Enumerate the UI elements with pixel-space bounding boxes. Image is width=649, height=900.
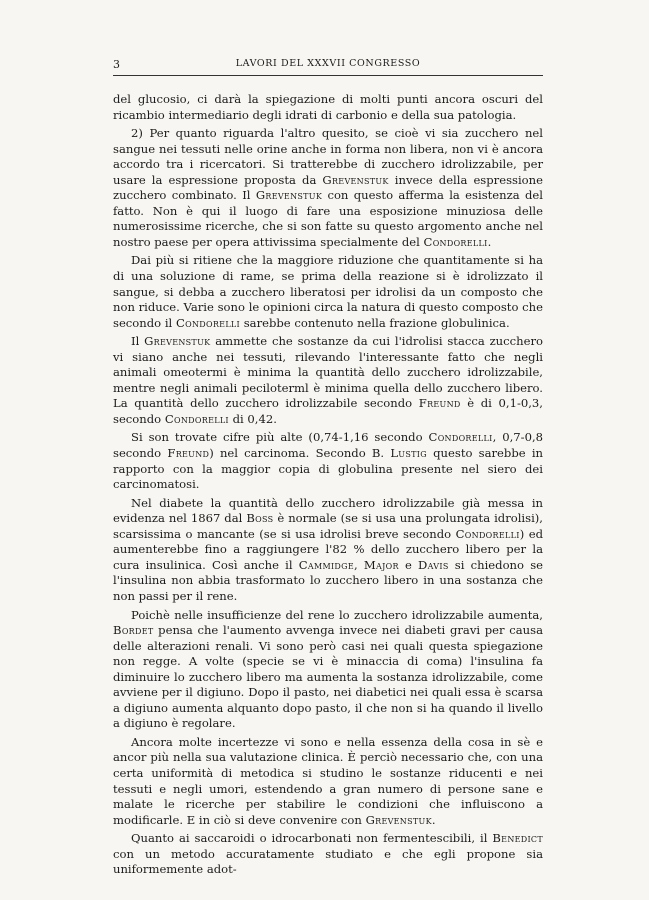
text-run: di 0,42. [228, 411, 277, 426]
text-run: pensa che l'aumento avvenga invece nei diabeti gravi per causa delle alterazioni renali. Vi sono però casi nei quali questa spiegazione non regge. A volte (specie se vi è minaccia di coma) l'insulina fa diminuire lo zucchero libero ma aumenta la sostanza idrolizzabile, come avviene per il digiuno. Dopo il pasto, nei diabetici nei quali essa è scarsa a digiuno aumenta alquanto dopo pasto, il che non si ha quando il livello a digiuno è regolare. [113, 623, 543, 731]
running-head: LAVORI DEL XXXVII CONGRESSO [235, 58, 421, 69]
author-name: Freund [167, 446, 210, 461]
author-name: Condorelli [428, 430, 493, 445]
author-name: Davis [418, 557, 449, 572]
author-name: Grevenstuk [322, 172, 389, 187]
body-text [113, 92, 543, 881]
text-run: Ancora molte incertezze vi sono e nella essenza della cosa in sè e ancor più nella sua valutazione clinica. È perciò necessario che, con una certa uniformità di metodica si studino le sostanze riducenti e nei tessuti e negli umori, estendendo a gran numero di persone sane e malate le ricerche per stabilire le condizioni che influiscono a modificarle. E in ciò si deve convenire con [113, 734, 543, 827]
text-run: si chiedono se l'insulina non abbia trasformato lo zucchero libero in una sostanza che non passi per il rene. [113, 557, 543, 603]
author-name: Freund [418, 396, 461, 411]
text-run: è normale (se si usa una prolungata idrolisi), scarsissima o mancante (se si usa idrolisi breve secondo [113, 511, 543, 541]
paragraph [113, 126, 543, 250]
text-run: con questo afferma la esistenza del fatto. Non è qui il luogo di fare una esposizione minuziosa delle numerosissime ricerche, che si son fatte su questo argomento anche nel nostro paese per opera attivissima specialmente del [113, 188, 543, 249]
text-run: ammette che sostanze da cui l'idrolisi stacca zucchero vi siano anche nei tessuti, rilevando l'interessante fatto che negli animali omeotermi è minima la quantità dello zucchero idrolizzabile, mentre negli animali peciloterml è minima quella dello zucchero libero. La quantità dello zucchero idrolizzabile secondo [113, 334, 543, 411]
paragraph [113, 253, 543, 331]
text-run: , [353, 557, 364, 572]
paragraph [113, 430, 543, 492]
text-run: con un metodo accuratamente studiato e che egli propone sia uniformemente adot- [113, 846, 543, 877]
text-run: , 0,7-0,8 secondo [113, 430, 544, 461]
author-name: Condorelli [423, 234, 488, 249]
text-run: ) ed aumenterebbe fino a raggiungere l'82 % dello zucchero libero per la cura insulinica. Così anche il [113, 526, 543, 572]
author-name: Grevenstuk [255, 188, 323, 203]
author-name: Boss [246, 511, 274, 526]
paragraph [113, 735, 543, 828]
author-name: Grevenstuk [144, 334, 211, 349]
page-header [113, 58, 543, 72]
author-name: Lustig [390, 446, 427, 461]
text-run: Poichè nelle insufficienze del rene lo zucchero idrolizzabile aumenta, [131, 607, 543, 622]
text-run: del glucosio, ci darà la spiegazione di molti punti ancora oscuri del ricambio intermediario degli idrati di carbonio e della sua patologia. [113, 92, 543, 122]
author-name: Condorelli [175, 315, 241, 330]
text-run: sarebbe contenuto nella frazione globulinica. [240, 315, 510, 330]
paragraph [113, 496, 543, 605]
author-name: Cammidge [298, 557, 354, 572]
text-run: Dai più si ritiene che la maggiore riduzione che quantitamente si ha di una soluzione di rame, se prima della reazione si è idrolizzato il sangue, si debba a zucchero liberatosi per idrolisi da un composto che non riduce. Varie sono le opinioni circa la natura di questo composto che secondo il [113, 253, 543, 330]
text-run: ) nel carcinoma. Secondo B. [209, 446, 391, 461]
text-run: invece della espressione zucchero combinato. Il [113, 172, 543, 203]
author-name: Condorelli [164, 411, 229, 426]
text-run: 2) Per quanto riguarda l'altro quesito, se cioè vi sia zucchero nel sangue nei tessuti nelle orine anche in forma non libera, non vi è ancora accordo tra i ricercatori. Si tratterebbe di zucchero idrolizzabile, per usare la espressione proposta da [113, 126, 543, 187]
text-run: è di 0,1-0,3, secondo [113, 396, 543, 426]
header-rule [113, 75, 543, 76]
text-run: . [431, 812, 436, 827]
text-run: Quanto ai saccaroidi o idrocarbonati non fermentescibili, il [131, 831, 493, 846]
text-run: e [398, 557, 419, 572]
text-run: Si son trovate cifre più alte (0,74-1,16 secondo [131, 430, 429, 445]
paragraph [113, 334, 543, 427]
paragraph [113, 831, 543, 878]
author-name: Benedict [492, 831, 543, 846]
text-run: Il [131, 334, 145, 349]
text-run: Nel diabete la quantità dello zucchero idrolizzabile già messa in evidenza nel 1867 dal [113, 495, 543, 526]
author-name: Major [363, 557, 399, 572]
text-run: questo sarebbe in rapporto con la maggior copia di globulina presente nel siero dei carcinomatosi. [113, 446, 543, 492]
author-name: Grevenstuk [365, 812, 432, 827]
text-run: . [487, 234, 492, 249]
paragraph [113, 608, 543, 732]
author-name: Condorelli [455, 526, 520, 541]
author-name: Bordet [113, 623, 154, 638]
page-number: 3 [113, 58, 121, 71]
paragraph [113, 92, 543, 123]
